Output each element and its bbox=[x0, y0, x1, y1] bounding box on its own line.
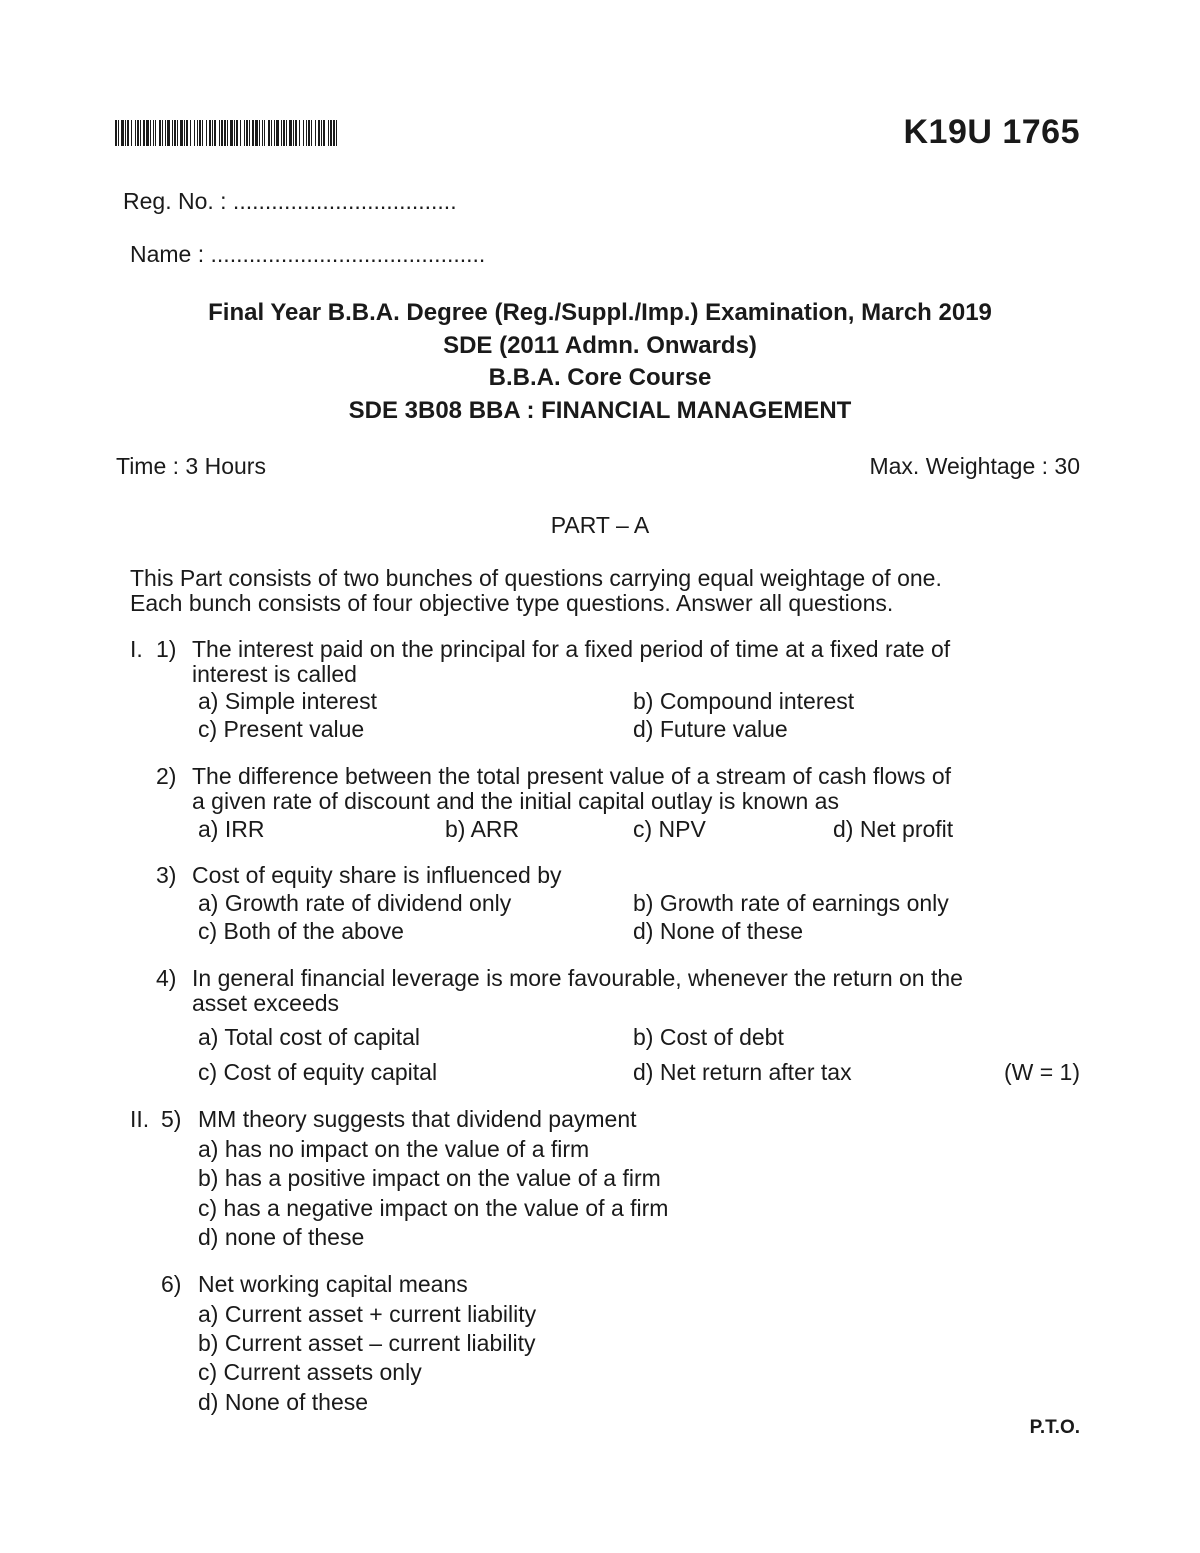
option-c: c) NPV bbox=[633, 816, 706, 842]
option-b: b) Current asset – current liability bbox=[198, 1330, 536, 1356]
question-number: 6) bbox=[161, 1271, 182, 1297]
question-number: 5) bbox=[161, 1106, 182, 1132]
bunch-label: II. bbox=[130, 1106, 150, 1132]
name-field: Name : ........................................... bbox=[130, 241, 486, 267]
option-d: d) None of these bbox=[198, 1389, 369, 1415]
option-b: b) Cost of debt bbox=[633, 1024, 784, 1050]
option-c: c) Present value bbox=[198, 716, 365, 742]
question-text: interest is called bbox=[192, 661, 357, 687]
instruction-line: Each bunch consists of four objective type questions. Answer all questions. bbox=[130, 590, 894, 616]
exam-subtitle-course: B.B.A. Core Course bbox=[488, 364, 712, 391]
option-b: b) Growth rate of earnings only bbox=[633, 890, 949, 916]
please-turn-over: P.T.O. bbox=[1029, 1417, 1080, 1438]
option-b: b) has a positive impact on the value of a firm bbox=[198, 1165, 661, 1191]
question-number: 3) bbox=[156, 862, 177, 888]
option-a: a) IRR bbox=[198, 816, 265, 842]
question-number: 4) bbox=[156, 965, 177, 991]
question-number: 2) bbox=[156, 763, 177, 789]
option-a: a) Total cost of capital bbox=[198, 1024, 421, 1050]
option-d: d) Net profit bbox=[833, 816, 954, 842]
exam-subtitle-admission: SDE (2011 Admn. Onwards) bbox=[443, 331, 757, 359]
option-c: c) has a negative impact on the value of a firm bbox=[198, 1195, 669, 1221]
exam-title-block bbox=[0, 297, 1200, 427]
exam-time: Time : 3 Hours bbox=[116, 453, 266, 479]
option-a: a) Growth rate of dividend only bbox=[198, 890, 512, 916]
part-instructions bbox=[130, 566, 942, 616]
option-c: c) Cost of equity capital bbox=[198, 1059, 438, 1085]
question-text: asset exceeds bbox=[192, 990, 340, 1016]
paper-code: K19U 1765 bbox=[903, 113, 1080, 151]
question-text: MM theory suggests that dividend payment bbox=[198, 1106, 637, 1132]
part-title: PART – A bbox=[550, 512, 650, 538]
reg-no-field: Reg. No. : ................................... bbox=[123, 188, 457, 214]
option-a: a) Simple interest bbox=[198, 688, 377, 714]
question-text: The difference between the total present value of a stream of cash flows of bbox=[192, 763, 952, 789]
bunch-label: I. bbox=[130, 636, 143, 662]
question-text: a given rate of discount and the initial capital outlay is known as bbox=[192, 788, 839, 814]
option-b: b) Compound interest bbox=[633, 688, 855, 714]
question-number: 1) bbox=[156, 636, 177, 662]
option-c: c) Both of the above bbox=[198, 918, 404, 944]
option-a: a) Current asset + current liability bbox=[198, 1301, 537, 1327]
option-d: d) Future value bbox=[633, 716, 788, 742]
option-d: d) Net return after tax bbox=[633, 1059, 852, 1085]
option-c: c) Current assets only bbox=[198, 1359, 422, 1385]
question-text: The interest paid on the principal for a fixed period of time at a fixed rate of bbox=[192, 636, 951, 662]
weightage-label: (W = 1) bbox=[1003, 1059, 1080, 1085]
question-text: In general financial leverage is more favourable, whenever the return on the bbox=[192, 965, 963, 991]
question-text: Net working capital means bbox=[198, 1271, 468, 1297]
option-d: d) None of these bbox=[633, 918, 804, 944]
barcode bbox=[115, 120, 337, 146]
option-b: b) ARR bbox=[445, 816, 520, 842]
exam-subject: SDE 3B08 BBA : FINANCIAL MANAGEMENT bbox=[348, 396, 852, 424]
option-a: a) has no impact on the value of a firm bbox=[198, 1136, 590, 1162]
instruction-line: This Part consists of two bunches of questions carrying equal weightage of one. bbox=[130, 565, 942, 591]
exam-max-weightage: Max. Weightage : 30 bbox=[869, 453, 1080, 479]
option-d: d) none of these bbox=[198, 1224, 365, 1250]
question-text: Cost of equity share is influenced by bbox=[192, 862, 562, 888]
exam-title: Final Year B.B.A. Degree (Reg./Suppl./Imp.) Examination, March 2019 bbox=[208, 299, 992, 326]
